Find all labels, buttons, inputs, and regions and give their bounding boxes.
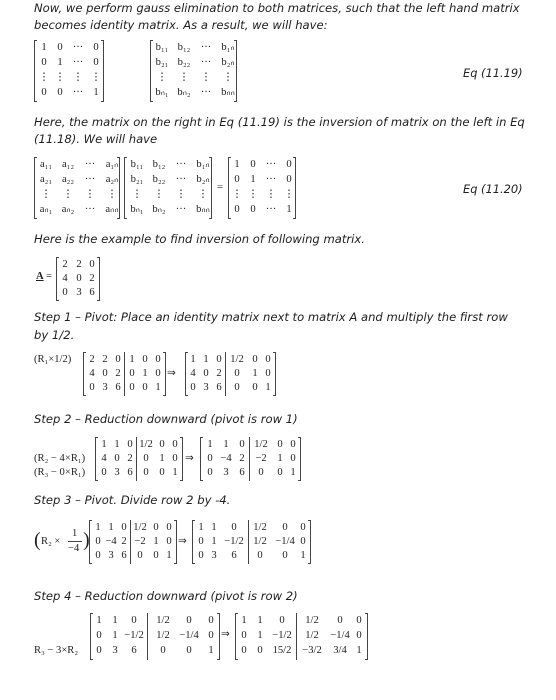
step-3-right-matrix-bracket-right [308,520,311,564]
step-2-right-matrix-cell: 0 [239,439,245,450]
identity-matrix-cell: 0 [286,174,292,185]
step-2-left-matrix-bracket-left [95,437,98,481]
row-operation-3: (R₃ − 0×R₁) [34,467,86,478]
implies-arrow: ⇒ [167,368,176,379]
b-matrix-cell: bₙₙ [196,204,210,215]
step-2-left-matrix-cell: 1 [159,453,165,464]
step-4-left-matrix-cell: 0 [131,615,137,626]
step-3-right-matrix-cell: 1 [211,522,217,533]
step-1-right-matrix-cell: 1 [203,354,209,365]
step-1-line-2: by 1/2. [34,328,75,342]
step-3-right-matrix-cell: 1 [198,522,204,533]
step-4-left-matrix-cell: −1/4 [179,630,199,641]
step-1-right-matrix-cell: 1 [190,354,196,365]
identity-matrix-cell: 0 [93,42,99,53]
step-4-left-matrix-cell: 0 [186,615,192,626]
step-3-right-matrix-cell: −1/2 [224,536,244,547]
fraction-denominator: −4 [68,543,80,554]
step-3-left-matrix-cell: 0 [166,522,172,533]
b-matrix-cell: b₁₂ [177,42,191,53]
step-1-right-matrix-cell: 0 [234,382,240,393]
row-operation-3: R₃ − 3×R₂ [34,645,79,656]
step-4-right-matrix-cell: 15/2 [272,645,292,656]
identity-matrix-cell: ··· [72,42,84,53]
identity-matrix-cell: 1 [234,159,240,170]
step-1-right-matrix-cell: 1 [252,368,258,379]
i-bracket-left [228,157,231,219]
step-3-right-matrix-cell: 1/2 [253,536,267,547]
step-4-left-matrix-cell: 1/2 [156,630,170,641]
matrix-a-cell: 0 [76,273,82,284]
step-3-right-matrix-cell: 6 [231,550,237,561]
step-4-right-matrix-cell: 1/2 [305,630,319,641]
step-2-right-matrix-cell: 1 [223,439,229,450]
step-2-right-matrix-cell: 0 [277,439,283,450]
b-matrix-cell: ⋮ [200,72,212,83]
a-matrix-cell: ⋮ [106,189,118,200]
step-1-left-matrix-cell: 0 [129,382,135,393]
step-4-left-matrix-cell: 3 [112,645,118,656]
implies-arrow: ⇒ [185,453,194,464]
step-4-right-matrix-cell: 1 [257,630,263,641]
step-4-left-matrix-cell: 0 [208,630,214,641]
step-4-right-matrix-bracket-left [235,613,238,660]
step-1-right-matrix-cell: 0 [234,368,240,379]
step-3-right-matrix-cell: 0 [282,550,288,561]
step-3-heading: Step 3 – Pivot. Divide row 2 by -4. [34,493,231,507]
a-bracket-left [34,157,37,219]
b-matrix-cell: ··· [200,57,212,68]
step-1-left-matrix-cell: 2 [115,368,121,379]
identity-matrix-cell: ··· [72,87,84,98]
step-1-left-matrix-bracket-left [83,352,86,396]
b-bracket-right [234,40,237,102]
step-4-left-matrix-cell: 0 [186,645,192,656]
implies-arrow: ⇒ [178,536,187,547]
b-matrix-cell: ··· [175,204,187,215]
a-matrix-cell: a₁₂ [61,159,75,170]
step-1-left-matrix-separator [124,352,125,396]
step-3-right-matrix-cell: 0 [198,550,204,561]
step-1-right-matrix-cell: 0 [203,368,209,379]
step-3-right-matrix-cell: 0 [300,522,306,533]
identity-matrix-cell: 0 [57,42,63,53]
step-4-left-matrix-cell: 1 [208,645,214,656]
step-2-right-matrix-bracket-left [200,437,203,481]
a-matrix-cell: ⋮ [40,189,52,200]
fraction-bar [68,541,82,542]
step-1-right-matrix-cell: 1/2 [230,354,244,365]
step-3-right-matrix-cell: 0 [300,536,306,547]
identity-matrix-cell: ··· [265,174,277,185]
step-4-left-matrix-cell: 0 [96,645,102,656]
step-3-right-matrix-cell: 0 [257,550,263,561]
step-3-left-matrix-cell: 1 [95,522,101,533]
step-4-left-matrix-cell: 6 [131,645,137,656]
step-3-right-matrix-cell: 3 [211,550,217,561]
step-2-left-matrix-cell: 6 [127,467,133,478]
step-1-left-matrix-cell: 0 [142,354,148,365]
step-4-left-matrix-cell: 1 [112,615,118,626]
step-4-right-matrix-cell: 1/2 [305,615,319,626]
step-3-right-matrix-cell: 0 [282,522,288,533]
row-operation-2: (R₂ − 4×R₁) [34,453,86,464]
identity-matrix-cell: 1 [41,42,47,53]
step-4-left-matrix-cell: −1/2 [124,630,144,641]
b-bracket-left [124,157,127,219]
step-4-left-matrix-separator [147,613,148,660]
b-matrix-cell: ⋮ [178,72,190,83]
b-matrix-cell: b₁₂ [152,159,166,170]
step-1-left-matrix-cell: 6 [115,382,121,393]
step-4-left-matrix-cell: 0 [96,630,102,641]
step-2-left-matrix-cell: 1 [172,467,178,478]
step-3-left-matrix-cell: 0 [153,550,159,561]
a-matrix-cell: ··· [84,159,96,170]
b-bracket-right [209,157,212,219]
identity-matrix-cell: 0 [234,204,240,215]
step-2-left-matrix-cell: 0 [159,467,165,478]
step-3-left-matrix-cell: 1 [166,550,172,561]
step-2-left-matrix-cell: 4 [101,453,107,464]
step-3-right-matrix-cell: 1 [211,536,217,547]
step-3-left-matrix-separator [130,520,131,564]
a-matrix-cell: aₙₙ [105,204,119,215]
fraction-numerator: 1 [72,528,78,539]
step-2-right-matrix-cell: 0 [258,467,264,478]
step-2-right-matrix-cell: 1 [290,467,296,478]
step-3-left-matrix-cell: 0 [166,536,172,547]
step-2-right-matrix-cell: 6 [239,467,245,478]
identity-matrix-cell: ··· [265,204,277,215]
matrix-a-cell: 2 [62,259,68,270]
a-matrix-cell: aₙ₁ [39,204,53,215]
identity-bracket-left [34,40,37,102]
step-4-left-matrix-cell: 0 [208,615,214,626]
row-operation: (R₁×1/2) [34,354,72,365]
step-3-left-matrix-cell: 1 [108,522,114,533]
identity-matrix-cell: 0 [41,87,47,98]
step-1-left-matrix-cell: 4 [89,368,95,379]
identity-matrix-cell: 0 [286,159,292,170]
example-intro: Here is the example to find inversion of following matrix. [34,232,365,246]
intro-line-1: Now, we perform gauss elimination to both matrices, such that the left hand matrix [34,1,520,15]
step-3-left-matrix-cell: −4 [105,536,117,547]
b-matrix-cell: bₙ₂ [152,204,166,215]
eq-tag-11-19: Eq (11.19) [463,66,523,80]
step-2-left-matrix-cell: 0 [101,467,107,478]
step-3-left-matrix-cell: 0 [137,550,143,561]
step-1-right-matrix-cell: 0 [252,382,258,393]
step-1-right-matrix-cell: 0 [216,354,222,365]
i-bracket-right [293,157,296,219]
step-4-right-matrix-cell: 0 [257,645,263,656]
step-1-left-matrix-cell: 2 [89,354,95,365]
b-matrix-cell: bₙ₁ [130,204,144,215]
a-bracket-right [117,157,120,219]
b-matrix-cell: b₂₂ [152,174,166,185]
step-2-left-matrix-cell: 1 [101,439,107,450]
matrix-a-cell: 2 [89,273,95,284]
step-1-left-matrix-cell: 0 [89,382,95,393]
step-1-left-matrix-cell: 1 [129,354,135,365]
step-1-right-matrix-cell: 0 [190,382,196,393]
step-4-right-matrix-cell: 0 [356,615,362,626]
step-3-right-matrix-cell: 0 [231,522,237,533]
identity-matrix-cell: ··· [265,159,277,170]
step-1-line-1: Step 1 – Pivot: Place an identity matrix next to matrix A and multiply the first row [34,310,508,324]
step-4-right-matrix-separator [296,613,297,660]
identity-matrix-cell: ⋮ [90,72,102,83]
step-4-right-matrix-cell: 3/4 [333,645,347,656]
b-matrix-cell: b₂₁ [130,174,144,185]
a-matrix-cell: ⋮ [84,189,96,200]
a-matrix-cell: aₙ₂ [61,204,75,215]
a-matrix-cell: a₂ₙ [105,174,119,185]
step-3-left-matrix-cell: 0 [95,536,101,547]
step-2-right-matrix-separator [249,437,250,481]
identity-bracket-right [101,40,104,102]
step-4-right-matrix-cell: 0 [241,630,247,641]
identity-matrix-cell: 1 [250,174,256,185]
b-matrix-cell: ··· [200,42,212,53]
a-matrix-cell: a₁ₙ [105,159,119,170]
step-2-left-matrix-cell: 0 [159,439,165,450]
step-1-left-matrix-cell: 0 [155,368,161,379]
step-3-left-matrix-cell: 2 [121,536,127,547]
step-1-right-matrix-cell: 0 [265,354,271,365]
identity-matrix-cell: ⋮ [265,189,277,200]
identity-matrix-cell: ⋮ [38,72,50,83]
identity-matrix-cell: 0 [250,159,256,170]
step-4-left-matrix-cell: 1 [96,615,102,626]
step-3-right-matrix-bracket-left [192,520,195,564]
a-matrix-cell: ··· [84,204,96,215]
step-2-heading: Step 2 – Reduction downward (pivot is row 1) [34,412,298,426]
matrix-a-cell: 4 [62,273,68,284]
step-3-right-matrix-cell: 0 [198,536,204,547]
step-2-right-matrix-cell: 1 [277,453,283,464]
step-4-right-matrix-cell: 0 [241,645,247,656]
b-matrix-cell: b₁₁ [155,42,169,53]
b-matrix-cell: ⋮ [131,189,143,200]
step-1-left-matrix-bracket-right [163,352,166,396]
matrix-a-bracket-right [97,257,100,301]
b-matrix-cell: b₂ₙ [221,57,235,68]
identity-matrix-cell: 0 [234,174,240,185]
step-4-right-matrix-bracket-right [365,613,368,660]
intro-line-2: becomes identity matrix. As a result, we will have: [34,18,328,32]
step-1-right-matrix-cell: 6 [216,382,222,393]
equals-sign: = [217,182,223,193]
eq-tag-11-20: Eq (11.20) [463,182,523,196]
step-4-left-matrix-cell: 1 [112,630,118,641]
step-4-right-matrix-cell: 0 [337,615,343,626]
step-1-right-matrix-cell: 1 [265,382,271,393]
step-1-left-matrix-cell: 0 [129,368,135,379]
b-matrix-cell: ⋮ [197,189,209,200]
step-3-left-matrix-cell: 0 [153,522,159,533]
step-2-right-matrix-cell: −2 [255,453,267,464]
step-2-right-matrix-cell: 0 [207,467,213,478]
identity-matrix-cell: 1 [286,204,292,215]
step-1-left-matrix-cell: 1 [155,382,161,393]
b-matrix-cell: ··· [175,174,187,185]
step-2-left-matrix-cell: 0 [143,453,149,464]
step-1-left-matrix-cell: 0 [102,368,108,379]
step-1-right-matrix-separator [225,352,226,396]
identity-matrix-cell: 0 [57,87,63,98]
a-matrix-cell: a₂₁ [39,174,53,185]
step-4-left-matrix-bracket-right [217,613,220,660]
step-3-left-matrix-cell: 0 [121,522,127,533]
identity-matrix-cell: ⋮ [283,189,295,200]
step-4-left-matrix-cell: 0 [160,645,166,656]
step-2-left-matrix-separator [136,437,137,481]
b-matrix-cell: bₙₙ [221,87,235,98]
step-1-right-matrix-cell: 3 [203,382,209,393]
step-1-right-matrix-cell: 2 [216,368,222,379]
b-matrix-cell: b₂ₙ [196,174,210,185]
identity-matrix-cell: 0 [93,57,99,68]
step-4-right-matrix-cell: 0 [279,615,285,626]
identity-matrix-cell: ⋮ [72,72,84,83]
identity-matrix-cell: ⋮ [231,189,243,200]
step-3-right-matrix-cell: 1/2 [253,522,267,533]
step-2-left-matrix-cell: 3 [114,467,120,478]
step-4-heading: Step 4 – Reduction downward (pivot is row 2) [34,589,298,603]
b-matrix-cell: ⋮ [156,72,168,83]
matrix-a-label: A [36,271,44,282]
step-4-right-matrix-cell: 1 [241,615,247,626]
step-3-left-matrix-cell: 0 [95,550,101,561]
equals-sign: = [46,271,52,282]
step-2-left-matrix-cell: 0 [143,467,149,478]
a-matrix-cell: a₂₂ [61,174,75,185]
identity-matrix-cell: ··· [72,57,84,68]
b-matrix-cell: b₁ₙ [221,42,235,53]
step-3-left-matrix-cell: 3 [108,550,114,561]
step-1-right-matrix-cell: 4 [190,368,196,379]
step-4-right-matrix-cell: −3/2 [302,645,322,656]
step-2-right-matrix-cell: 0 [290,453,296,464]
step-4-right-matrix-cell: 1 [257,615,263,626]
step-3-left-matrix-bracket-right [174,520,177,564]
step-1-right-matrix-cell: 0 [252,354,258,365]
step-2-left-matrix-cell: 1 [114,439,120,450]
b-matrix-cell: ··· [200,87,212,98]
step-3-right-matrix-cell: 1 [300,550,306,561]
step-3-left-matrix-cell: 1 [153,536,159,547]
step-3-left-matrix-cell: 1/2 [133,522,147,533]
matrix-a-cell: 0 [89,259,95,270]
step-4-right-matrix-cell: −1/4 [330,630,350,641]
step-2-right-matrix-cell: 0 [207,453,213,464]
b-bracket-left [150,40,153,102]
b-matrix-cell: ··· [175,159,187,170]
identity-matrix-cell: 1 [57,57,63,68]
step-3-left-matrix-bracket-left [89,520,92,564]
b-matrix-cell: bₙ₁ [155,87,169,98]
step-2-right-matrix-cell: 1 [207,439,213,450]
step-3-left-matrix-cell: 6 [121,550,127,561]
step-2-right-matrix-cell: 1/2 [254,439,268,450]
b-matrix-cell: b₁ₙ [196,159,210,170]
identity-matrix-cell: 0 [250,204,256,215]
matrix-a-cell: 0 [62,287,68,298]
step-4-right-matrix-cell: 1 [356,645,362,656]
step-2-left-matrix-cell: 0 [172,439,178,450]
identity-matrix-cell: 1 [93,87,99,98]
step-1-right-matrix-cell: 0 [265,368,271,379]
b-matrix-cell: b₁₁ [130,159,144,170]
b-matrix-cell: ⋮ [222,72,234,83]
identity-matrix-cell: ⋮ [54,72,66,83]
row-operation-prefix: R₂ × [41,536,61,547]
matrix-a-cell: 2 [76,259,82,270]
identity-matrix-cell: ⋮ [247,189,259,200]
matrix-a-cell: 6 [89,287,95,298]
b-matrix-cell: ⋮ [153,189,165,200]
inversion-line-1: Here, the matrix on the right in Eq (11.19) is the inversion of matrix on the left in Eq [34,115,525,129]
step-2-left-matrix-bracket-right [180,437,183,481]
step-3-right-matrix-separator [248,520,249,564]
step-3-left-matrix-cell: −2 [134,536,146,547]
step-1-left-matrix-cell: 2 [102,354,108,365]
step-2-right-matrix-cell: 0 [277,467,283,478]
step-2-right-matrix-cell: 2 [239,453,245,464]
step-1-right-matrix-bracket-left [185,352,188,396]
paren-right: ) [83,529,90,551]
b-matrix-cell: ⋮ [175,189,187,200]
step-1-left-matrix-cell: 0 [155,354,161,365]
matrix-a-bracket-left [56,257,59,301]
implies-arrow: ⇒ [221,629,230,640]
paren-left: ( [34,529,41,551]
identity-matrix-cell: 0 [41,57,47,68]
step-2-left-matrix-cell: 0 [114,453,120,464]
step-2-right-matrix-cell: 3 [223,467,229,478]
b-matrix-cell: b₂₂ [177,57,191,68]
step-2-left-matrix-cell: 1/2 [139,439,153,450]
step-2-right-matrix-bracket-right [298,437,301,481]
step-4-left-matrix-bracket-left [90,613,93,660]
step-2-left-matrix-cell: 0 [172,453,178,464]
inversion-line-2: (11.18). We will have [34,132,158,146]
step-4-right-matrix-cell: 0 [356,630,362,641]
step-2-left-matrix-cell: 0 [127,439,133,450]
b-matrix-cell: b₂₁ [155,57,169,68]
b-matrix-cell: bₙ₂ [177,87,191,98]
a-matrix-cell: a₁₁ [39,159,53,170]
step-4-left-matrix-cell: 1/2 [156,615,170,626]
step-2-left-matrix-cell: 2 [127,453,133,464]
step-1-left-matrix-cell: 3 [102,382,108,393]
step-2-right-matrix-cell: 0 [290,439,296,450]
step-1-left-matrix-cell: 0 [115,354,121,365]
step-1-left-matrix-cell: 0 [142,382,148,393]
step-1-right-matrix-bracket-right [273,352,276,396]
a-matrix-cell: ⋮ [62,189,74,200]
matrix-a-cell: 3 [76,287,82,298]
step-4-right-matrix-cell: −1/2 [272,630,292,641]
step-3-right-matrix-cell: −1/4 [275,536,295,547]
step-2-right-matrix-cell: −4 [220,453,232,464]
step-1-left-matrix-cell: 1 [142,368,148,379]
a-matrix-cell: ··· [84,174,96,185]
